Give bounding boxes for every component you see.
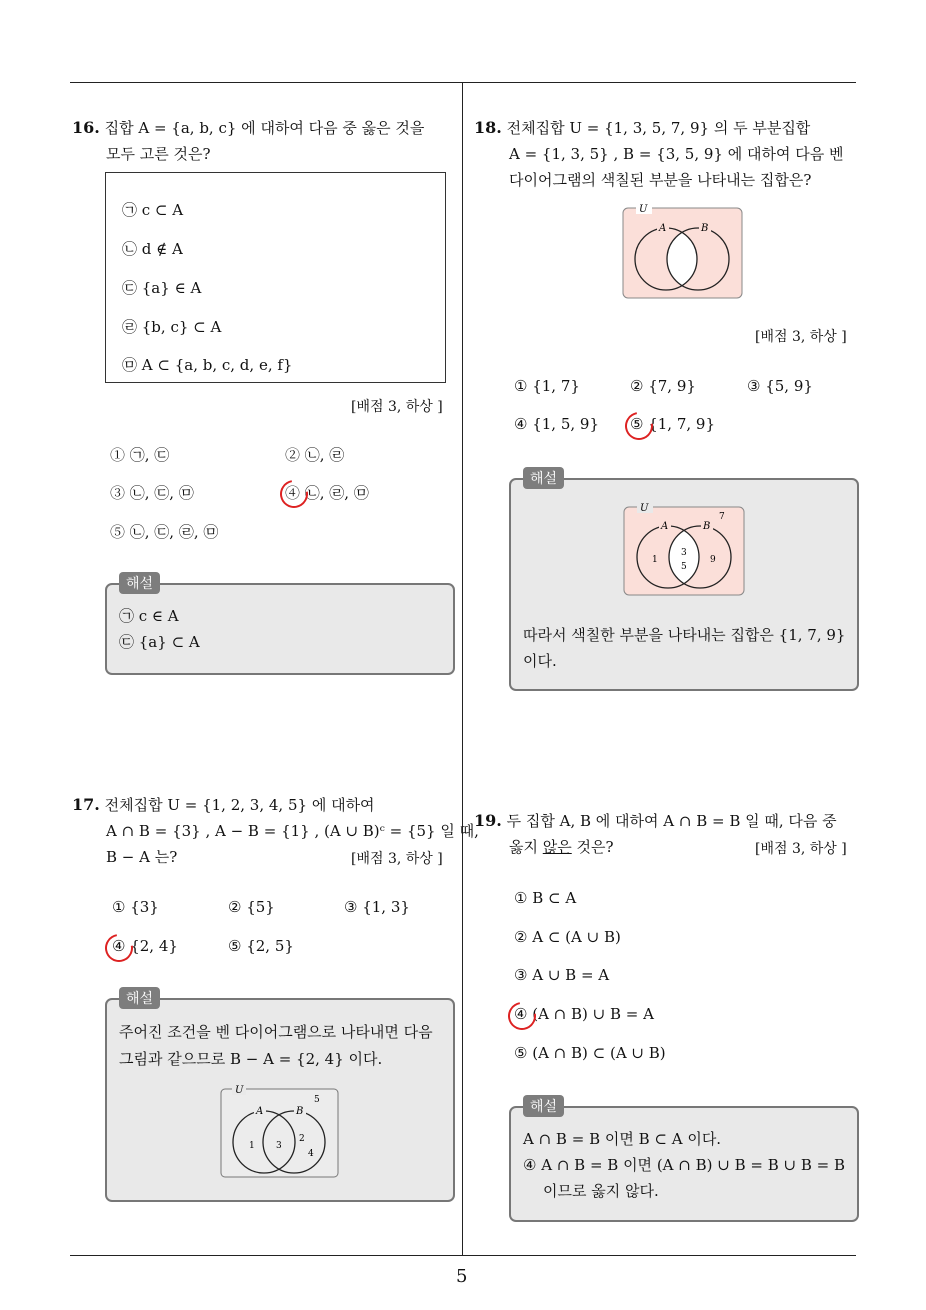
q19-option-4[interactable]: ④ (A ∩ B) ∪ B = A bbox=[514, 1005, 654, 1023]
q19-stem-post: 것은? bbox=[571, 838, 614, 856]
q17-venn-outside: 5 bbox=[314, 1095, 320, 1105]
q16-answer-mark bbox=[275, 475, 314, 514]
q16-solution-tag: 해설 bbox=[119, 572, 160, 594]
q17-venn-a: A bbox=[256, 1106, 264, 1117]
q18-option-2[interactable]: ② {7, 9} bbox=[630, 377, 696, 395]
q17-solution-box bbox=[105, 998, 455, 1202]
q17-answer-mark bbox=[100, 929, 139, 968]
q19-option-3[interactable]: ③ A ∪ B = A bbox=[514, 966, 610, 984]
q18-sol-venn-both-1: 3 bbox=[681, 548, 687, 558]
page-number: 5 bbox=[456, 1266, 468, 1287]
q18-number: 18. bbox=[474, 118, 502, 137]
q18-line1 bbox=[474, 118, 810, 138]
q17-line2: A ∩ B = {3} , A − B = {1} , (A ∪ B)ᶜ = {5} 일 때, bbox=[106, 822, 479, 840]
q18-sol-venn-b-only: 9 bbox=[710, 555, 716, 565]
q16-statement-3: ㉢ {a} ∈ A bbox=[122, 279, 202, 297]
q18-sol-venn-both-2: 5 bbox=[681, 562, 687, 572]
q17-venn-a-only: 1 bbox=[249, 1141, 255, 1151]
q19-line1 bbox=[474, 811, 837, 831]
q19-stem: 두 집합 A, B 에 대하여 A ∩ B = B 일 때, 다음 중 bbox=[506, 812, 837, 830]
q19-solution-tag: 해설 bbox=[523, 1095, 564, 1117]
q16-line2: 모두 고른 것은? bbox=[106, 145, 211, 163]
q18-option-3[interactable]: ③ {5, 9} bbox=[747, 377, 813, 395]
q17-stem: 전체집합 U = {1, 2, 3, 4, 5} 에 대하여 bbox=[104, 796, 375, 814]
q16-option-3[interactable]: ③ ㉡, ㉢, ㉤ bbox=[110, 484, 194, 502]
q18-line3: 다이어그램의 색칠된 부분을 나타내는 집합은? bbox=[509, 171, 812, 189]
q17-venn-diagram bbox=[220, 1084, 340, 1180]
q17-number: 17. bbox=[72, 795, 100, 814]
q16-solution-box bbox=[105, 583, 455, 675]
q17-line1 bbox=[72, 795, 375, 815]
q17-line3: B − A 는? bbox=[106, 848, 178, 866]
bottom-rule bbox=[70, 1255, 856, 1256]
q18-solution-venn bbox=[623, 501, 747, 597]
q19-option-5[interactable]: ⑤ (A ∩ B) ⊂ (A ∪ B) bbox=[514, 1044, 666, 1062]
q18-sol-line2: 이다. bbox=[523, 652, 557, 670]
q18-sol-venn-a: A bbox=[661, 521, 669, 532]
q18-option-1[interactable]: ① {1, 7} bbox=[514, 377, 580, 395]
q19-solution-box bbox=[509, 1106, 859, 1222]
q17-venn-both: 3 bbox=[276, 1141, 282, 1151]
q18-option-4[interactable]: ④ {1, 5, 9} bbox=[514, 415, 600, 433]
q16-statement-5: ㉤ A ⊂ {a, b, c, d, e, f} bbox=[122, 356, 293, 374]
q17-meta: [배점 3, 하상 ] bbox=[351, 851, 443, 867]
q17-venn-b: B bbox=[296, 1106, 304, 1117]
q18-sol-venn-a-only: 1 bbox=[652, 555, 658, 565]
q16-number: 16. bbox=[72, 118, 100, 137]
q18-venn-diagram bbox=[622, 202, 744, 300]
q16-meta: [배점 3, 하상 ] bbox=[351, 399, 443, 415]
q18-sol-line1: 따라서 색칠한 부분을 나타내는 집합은 {1, 7, 9} bbox=[523, 626, 846, 644]
q17-venn-u: U bbox=[235, 1085, 244, 1096]
q18-answer-mark bbox=[620, 407, 659, 446]
q18-stem: 전체집합 U = {1, 3, 5, 7, 9} 의 두 부분집합 bbox=[506, 119, 811, 137]
q19-option-2[interactable]: ② A ⊂ (A ∪ B) bbox=[514, 928, 621, 946]
q19-stem-pre: 옳지 bbox=[509, 838, 543, 856]
q18-solution-tag: 해설 bbox=[523, 467, 564, 489]
q18-venn-a: A bbox=[659, 223, 667, 234]
q16-option-5[interactable]: ⑤ ㉡, ㉢, ㉣, ㉤ bbox=[110, 523, 219, 541]
q19-sol-line1: A ∩ B = B 이면 B ⊂ A 이다. bbox=[523, 1130, 722, 1148]
column-divider bbox=[462, 83, 463, 1255]
q17-venn-b-only-2: 4 bbox=[308, 1149, 314, 1159]
q16-option-4[interactable]: ④ ㉡, ㉣, ㉤ bbox=[285, 484, 369, 502]
q19-number: 19. bbox=[474, 811, 502, 830]
q17-venn-b-only-1: 2 bbox=[299, 1134, 305, 1144]
q17-sol-line1: 주어진 조건을 벤 다이어그램으로 나타내면 다음 bbox=[119, 1023, 433, 1041]
q18-line2: A = {1, 3, 5} , B = {3, 5, 9} 에 대하여 다음 벤 bbox=[509, 145, 844, 163]
q19-stem-underline: 않은 bbox=[542, 838, 572, 856]
q18-sol-venn-b: B bbox=[703, 521, 711, 532]
q16-statement-box bbox=[105, 172, 446, 383]
q17-option-4[interactable]: ④ {2, 4} bbox=[112, 937, 178, 955]
q16-statement-1: ㉠ c ⊂ A bbox=[122, 201, 184, 219]
q16-option-2[interactable]: ② ㉡, ㉣ bbox=[285, 446, 345, 464]
q16-statement-4: ㉣ {b, c} ⊂ A bbox=[122, 318, 222, 336]
q17-option-3[interactable]: ③ {1, 3} bbox=[344, 898, 410, 916]
q18-sol-venn-u: U bbox=[640, 503, 649, 514]
top-rule bbox=[70, 82, 856, 83]
q16-line1 bbox=[72, 118, 424, 138]
q19-meta: [배점 3, 하상 ] bbox=[755, 841, 847, 857]
q16-sol-line2: ㉢ {a} ⊂ A bbox=[119, 633, 200, 651]
q18-option-5[interactable]: ⑤ {1, 7, 9} bbox=[630, 415, 716, 433]
q18-solution-box bbox=[509, 478, 859, 691]
q17-sol-line2: 그림과 같으므로 B − A = {2, 4} 이다. bbox=[119, 1050, 383, 1068]
q19-line2 bbox=[509, 837, 614, 857]
q18-meta: [배점 3, 하상 ] bbox=[755, 329, 847, 345]
q16-statement-2: ㉡ d ∉ A bbox=[122, 240, 183, 258]
q16-sol-line1: ㉠ c ∈ A bbox=[119, 607, 179, 625]
q18-venn-u: U bbox=[639, 204, 648, 215]
q18-venn-b: B bbox=[701, 223, 709, 234]
q18-sol-venn-outside: 7 bbox=[719, 512, 725, 522]
q19-option-1[interactable]: ① B ⊂ A bbox=[514, 889, 577, 907]
q17-option-1[interactable]: ① {3} bbox=[112, 898, 159, 916]
q17-solution-tag: 해설 bbox=[119, 987, 160, 1009]
q16-stem: 집합 A = {a, b, c} 에 대하여 다음 중 옳은 것을 bbox=[104, 119, 425, 137]
q16-option-1[interactable]: ① ㉠, ㉢ bbox=[110, 446, 170, 464]
q17-option-5[interactable]: ⑤ {2, 5} bbox=[228, 937, 294, 955]
q19-answer-mark bbox=[503, 997, 542, 1036]
q19-sol-line3: 이므로 옳지 않다. bbox=[543, 1182, 659, 1200]
q19-sol-line2: ④ A ∩ B = B 이면 (A ∩ B) ∪ B = B ∪ B = B bbox=[523, 1156, 845, 1174]
q17-option-2[interactable]: ② {5} bbox=[228, 898, 275, 916]
